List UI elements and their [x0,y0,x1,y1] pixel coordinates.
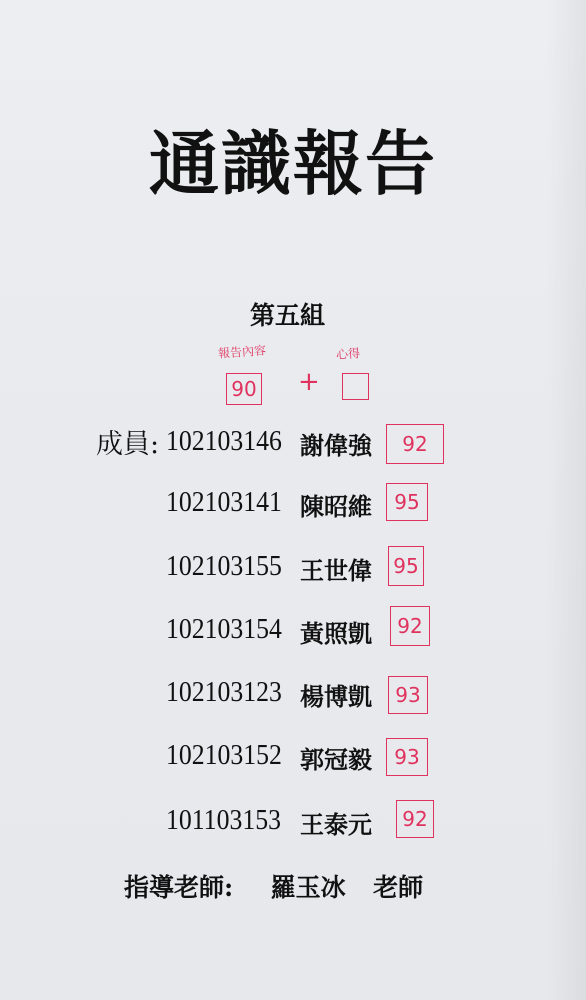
student-name: 黃照凱 [300,619,372,648]
advisor-name: 羅玉冰 [270,873,346,902]
student-id: 102103152 [166,740,282,771]
member-score-box: 93 [388,676,428,714]
reflection-score-box [342,373,369,400]
member-score-box: 93 [386,738,428,776]
advisor-title: 老師 [373,873,424,902]
report-title: 通識報告 [149,122,437,205]
plus-sign: + [298,367,320,397]
student-id: 102103154 [166,614,282,645]
member-score-box: 92 [386,424,444,464]
member-row [166,614,372,654]
member-row [166,426,372,466]
member-row [166,677,372,717]
student-id: 102103155 [166,551,282,582]
member-row [166,805,372,845]
advisor-line [124,868,423,904]
student-name: 陳昭維 [300,492,372,521]
advisor-label: 指導老師: [124,873,234,902]
handwritten-reflection-label: 心得 [335,346,361,362]
member-score-box: 92 [390,606,430,646]
member-score-box: 95 [386,483,428,521]
student-id: 101103153 [166,805,281,836]
student-name: 郭冠毅 [300,745,372,774]
student-id: 102103146 [166,426,282,457]
member-row [166,740,372,780]
student-name: 王泰元 [300,810,372,839]
group-label: 第五組 [250,301,326,330]
member-row [166,551,372,591]
handwritten-report-label: 報告內容 [217,343,267,361]
student-name: 楊博凱 [300,682,372,711]
member-row [166,487,372,527]
student-id: 102103123 [166,677,282,708]
student-name: 王世偉 [300,556,372,585]
member-score-box: 95 [388,546,424,586]
student-name: 謝偉強 [300,431,372,460]
report-score-box: 90 [226,373,262,405]
student-id: 102103141 [166,487,282,518]
members-label: 成員: [96,429,160,460]
member-score-box: 92 [396,800,434,838]
